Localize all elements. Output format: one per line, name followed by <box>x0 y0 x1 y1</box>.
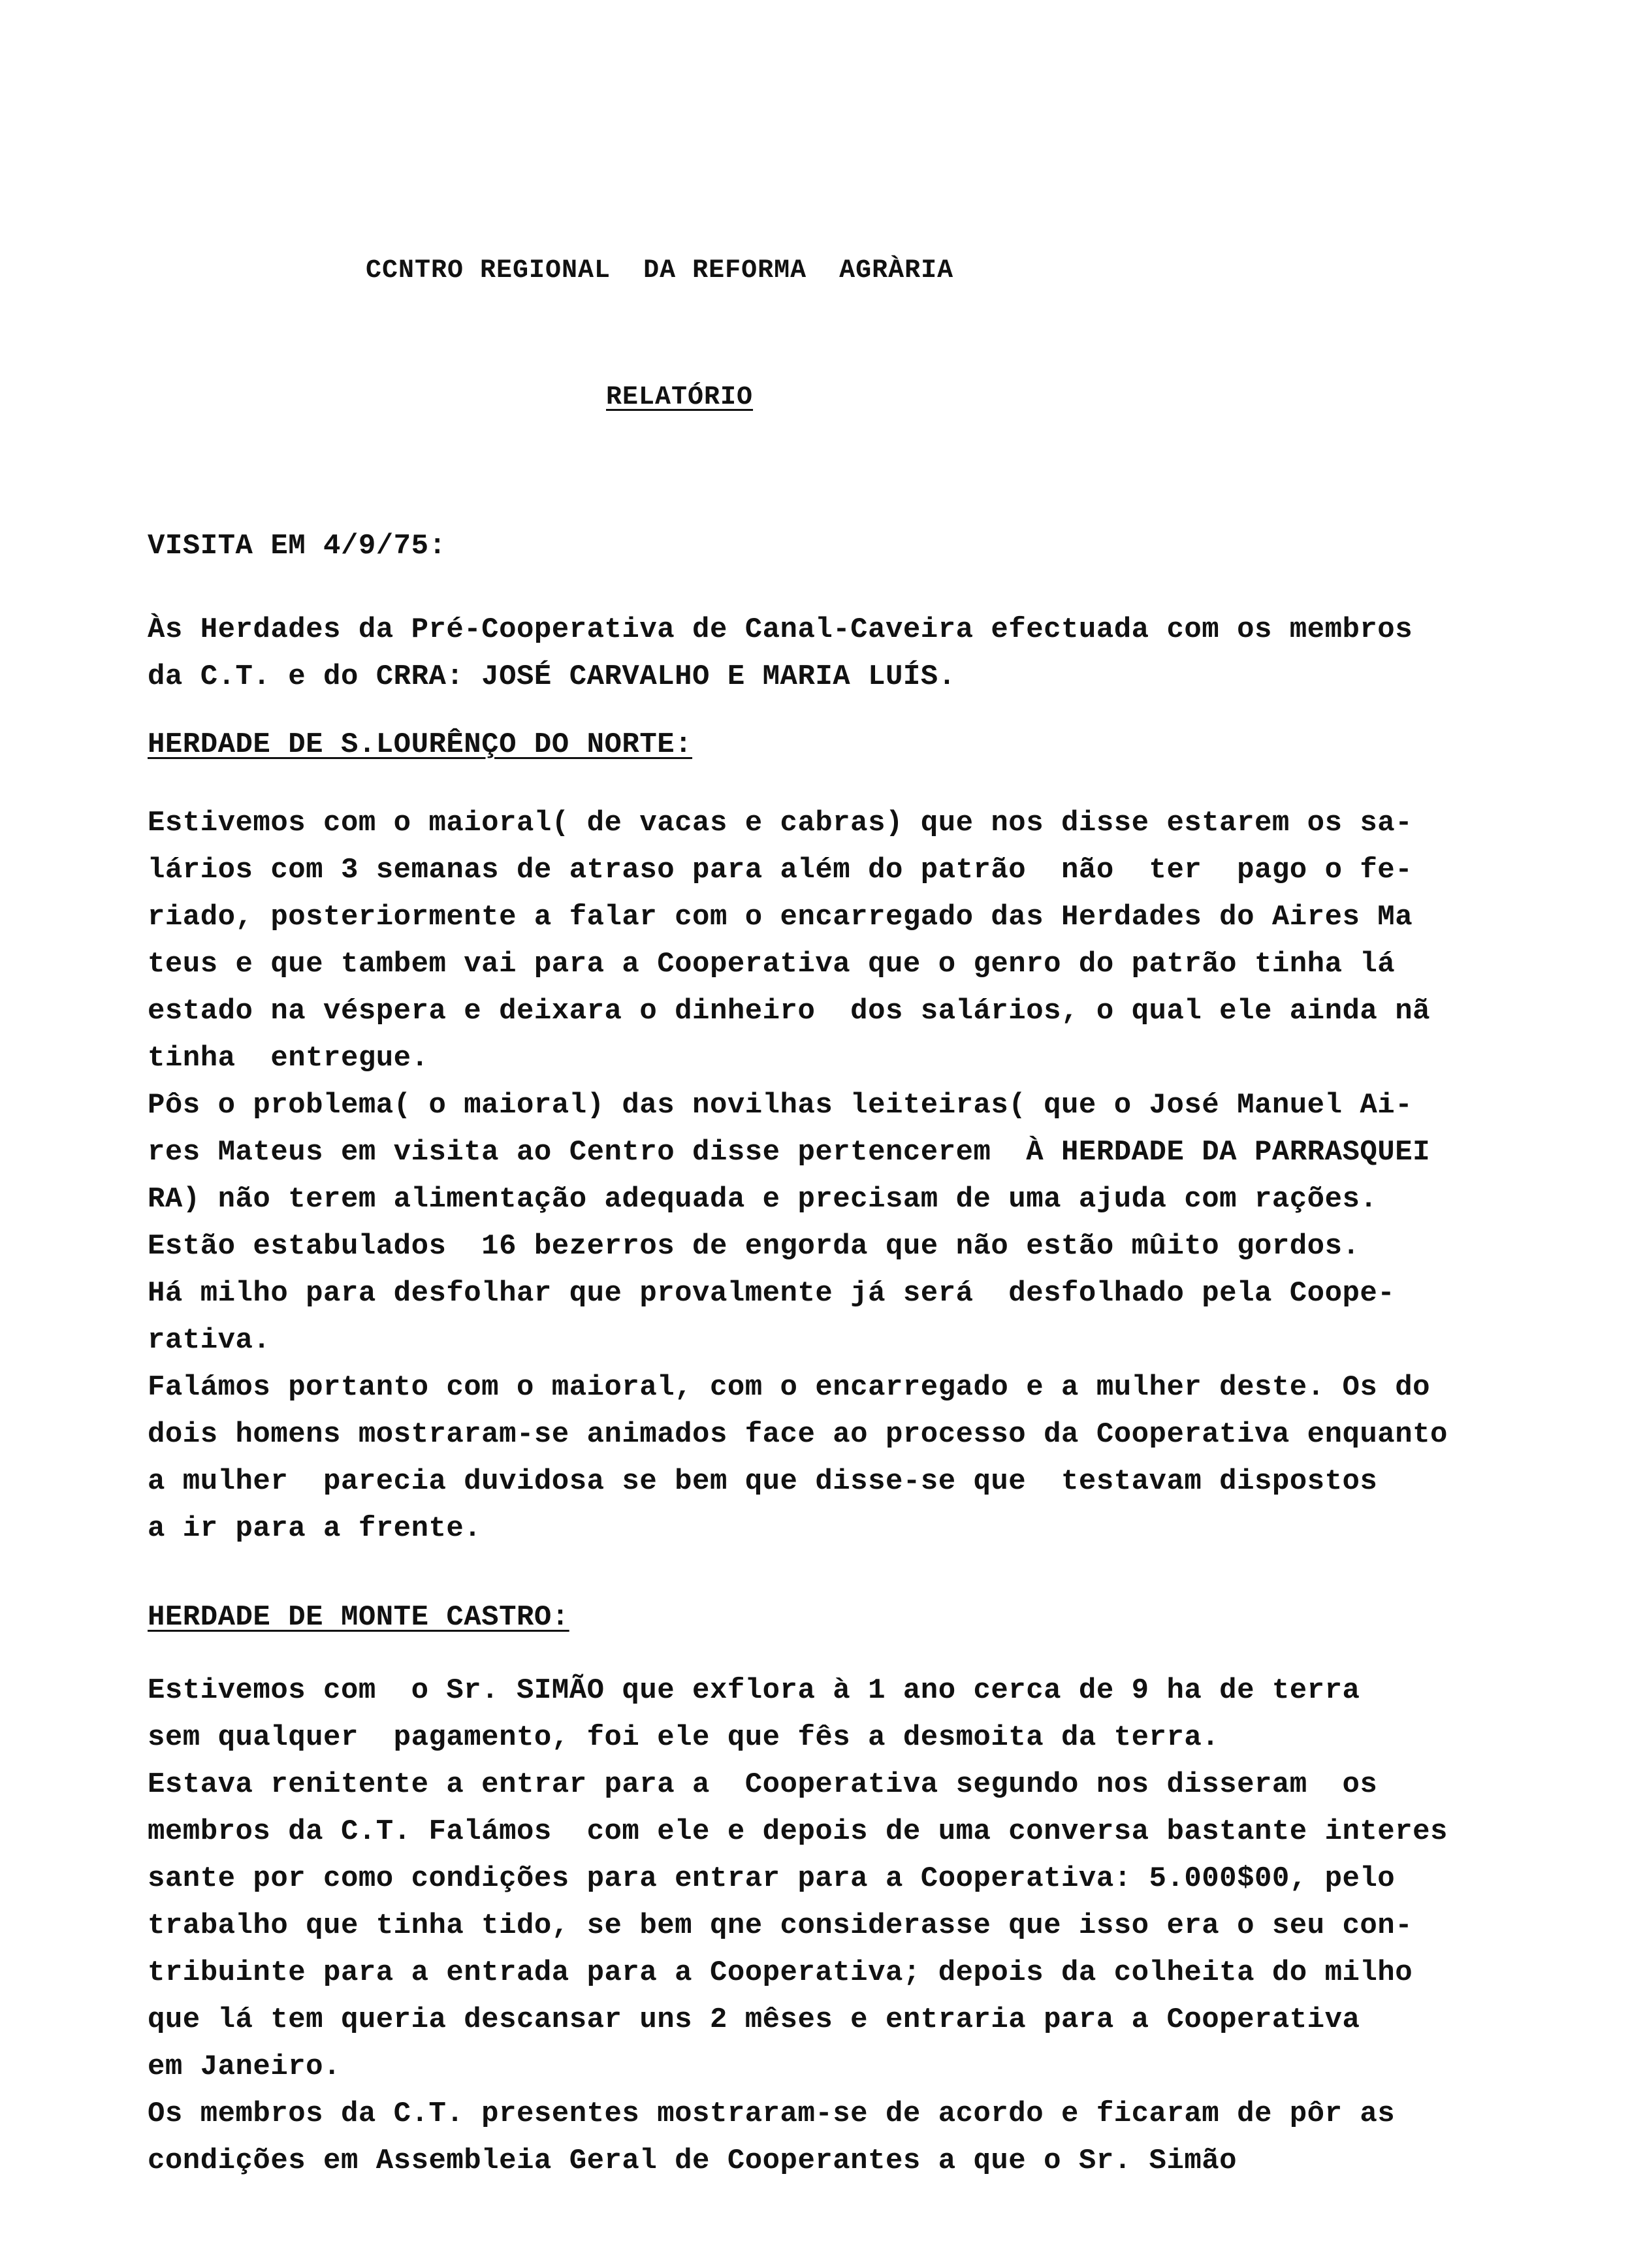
document-header-title: CCNTRO REGIONAL DA REFORMA AGRÀRIA <box>366 256 954 285</box>
paragraph-line: res Mateus em visita ao Centro disse pertencerem À HERDADE DA PARRASQUEI <box>148 1136 1431 1169</box>
paragraph-line: rativa. <box>148 1324 271 1357</box>
visit-date: VISITA EM 4/9/75: <box>148 530 447 562</box>
paragraph-line: sante por como condições para entrar para a Cooperativa: 5.000$00, pelo <box>148 1862 1396 1895</box>
paragraph-line: tinha entregue. <box>148 1042 429 1075</box>
paragraph-line: que lá tem queria descansar uns 2 mêses e entraria para a Cooperativa <box>148 2003 1360 2036</box>
document-subtitle: RELATÓRIO <box>606 383 754 412</box>
paragraph-line: Os membros da C.T. presentes mostraram-se de acordo e ficaram de pôr as <box>148 2098 1396 2130</box>
paragraph-line: Estão estabulados 16 bezerros de engorda que não estão mûito gordos. <box>148 1230 1360 1263</box>
paragraph-line: Estivemos com o Sr. SIMÃO que exflora à 1 ano cerca de 9 ha de terra <box>148 1674 1360 1707</box>
intro-line: da C.T. e do CRRA: JOSÉ CARVALHO E MARIA LUÍS. <box>148 660 956 693</box>
paragraph-line: trabalho que tinha tido, se bem qne considerasse que isso era o seu con- <box>148 1909 1413 1942</box>
paragraph-line: RA) não terem alimentação adequada e precisam de uma ajuda com rações. <box>148 1183 1378 1216</box>
paragraph-line: em Janeiro. <box>148 2050 341 2083</box>
paragraph-line: a ir para a frente. <box>148 1512 482 1545</box>
paragraph-line: estado na véspera e deixara o dinheiro dos salários, o qual ele ainda nã <box>148 995 1431 1028</box>
section-heading: HERDADE DE MONTE CASTRO: <box>148 1601 569 1634</box>
section-heading: HERDADE DE S.LOURÊNÇO DO NORTE: <box>148 728 693 761</box>
paragraph-line: tribuinte para a entrada para a Cooperativa; depois da colheita do milho <box>148 1956 1413 1989</box>
paragraph-line: a mulher parecia duvidosa se bem que disse-se que testavam dispostos <box>148 1465 1378 1498</box>
paragraph-line: teus e que tambem vai para a Cooperativa que o genro do patrão tinha lá <box>148 948 1396 980</box>
paragraph-line: membros da C.T. Falámos com ele e depois de uma conversa bastante interes <box>148 1815 1448 1848</box>
paragraph-line: Estivemos com o maioral( de vacas e cabras) que nos disse estarem os sa- <box>148 807 1413 839</box>
paragraph-line: riado, posteriormente a falar com o encarregado das Herdades do Aires Ma <box>148 901 1413 933</box>
paragraph-line: sem qualquer pagamento, foi ele que fês a desmoita da terra. <box>148 1721 1220 1754</box>
paragraph-line: Falámos portanto com o maioral, com o encarregado e a mulher deste. Os do <box>148 1371 1431 1404</box>
paragraph-line: Estava renitente a entrar para a Cooperativa segundo nos disseram os <box>148 1768 1378 1801</box>
paragraph-line: Pôs o problema( o maioral) das novilhas leiteiras( que o José Manuel Ai- <box>148 1089 1413 1122</box>
paragraph-line: lários com 3 semanas de atraso para além do patrão não ter pago o fe- <box>148 854 1413 886</box>
paragraph-line: Há milho para desfolhar que provalmente já será desfolhado pela Coope- <box>148 1277 1396 1310</box>
paragraph-line: condições em Assembleia Geral de Cooperantes a que o Sr. Simão <box>148 2145 1238 2177</box>
paragraph-line: dois homens mostraram-se animados face ao processo da Cooperativa enquanto <box>148 1418 1448 1451</box>
intro-line: Às Herdades da Pré-Cooperativa de Canal-Caveira efectuada com os membros <box>148 613 1413 646</box>
